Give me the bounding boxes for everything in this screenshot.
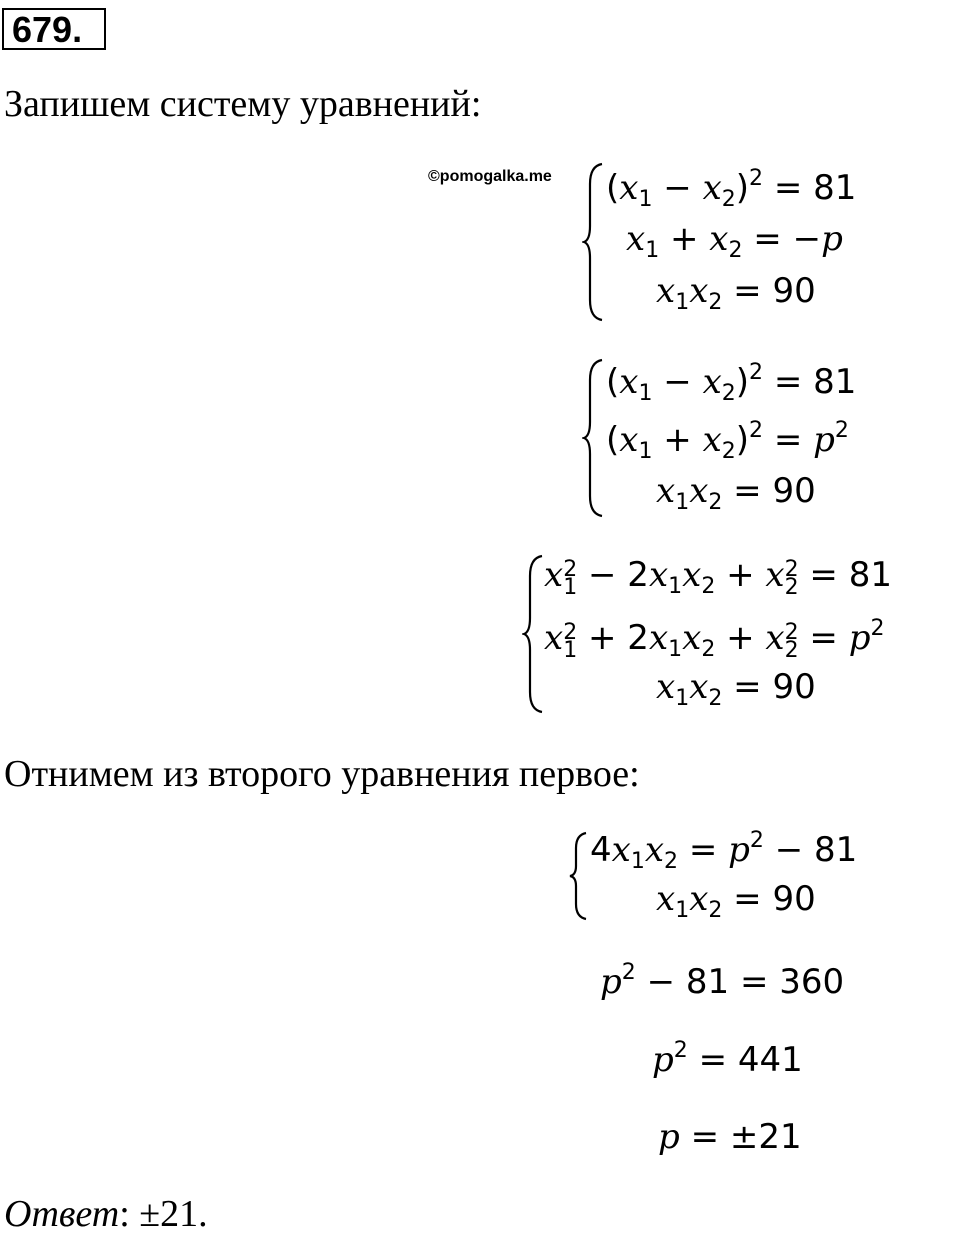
intro-text: Запишем систему уравнений: bbox=[4, 83, 482, 125]
system4-eq2: $x_1x_2 = 90$ bbox=[656, 879, 816, 923]
system3-eq2: x 2 1 + $2x_1x_2 + x$ 2 2 = $p^2$ bbox=[544, 616, 885, 663]
watermark: ©pomogalka.me bbox=[428, 168, 552, 185]
system1-brace-icon bbox=[582, 160, 606, 324]
answer-label: Ответ bbox=[4, 1193, 120, 1235]
system2-eq2: $(x_1 + x_2)^2 = p^2$ bbox=[606, 418, 849, 464]
step-text: Отнимем из второго уравнения первое: bbox=[4, 753, 640, 795]
problem-number: 679. bbox=[2, 8, 106, 50]
system2-brace-icon bbox=[582, 356, 606, 520]
answer bbox=[4, 1192, 208, 1236]
answer-value: : ±21. bbox=[119, 1193, 208, 1235]
system3-brace-icon bbox=[522, 552, 546, 716]
system4-eq1: $4x_1x_2 = p^2 - 81$ bbox=[590, 828, 858, 874]
system3-eq1: x 2 1 − $2x_1x_2 + x$ 2 2 = 81 bbox=[544, 555, 892, 600]
system1-eq3: $x_1x_2 = 90$ bbox=[656, 271, 816, 315]
system1-eq2: $x_1 + x_2 = -p$ bbox=[626, 219, 843, 263]
system2-eq3: $x_1x_2 = 90$ bbox=[656, 471, 816, 515]
system1-eq1: $(x_1 - x_2)^2 = 81$ bbox=[606, 166, 857, 212]
equation-p-squared: $p^2 = 441$ bbox=[652, 1038, 803, 1080]
system3-eq3: $x_1x_2 = 90$ bbox=[656, 667, 816, 711]
equation-p-squared-minus-81: $p^2 - 81 = 360$ bbox=[600, 960, 845, 1002]
system4-brace-icon bbox=[568, 830, 590, 922]
equation-p: p = ±21 bbox=[658, 1117, 802, 1157]
system2-eq1: $(x_1 - x_2)^2 = 81$ bbox=[606, 360, 857, 406]
